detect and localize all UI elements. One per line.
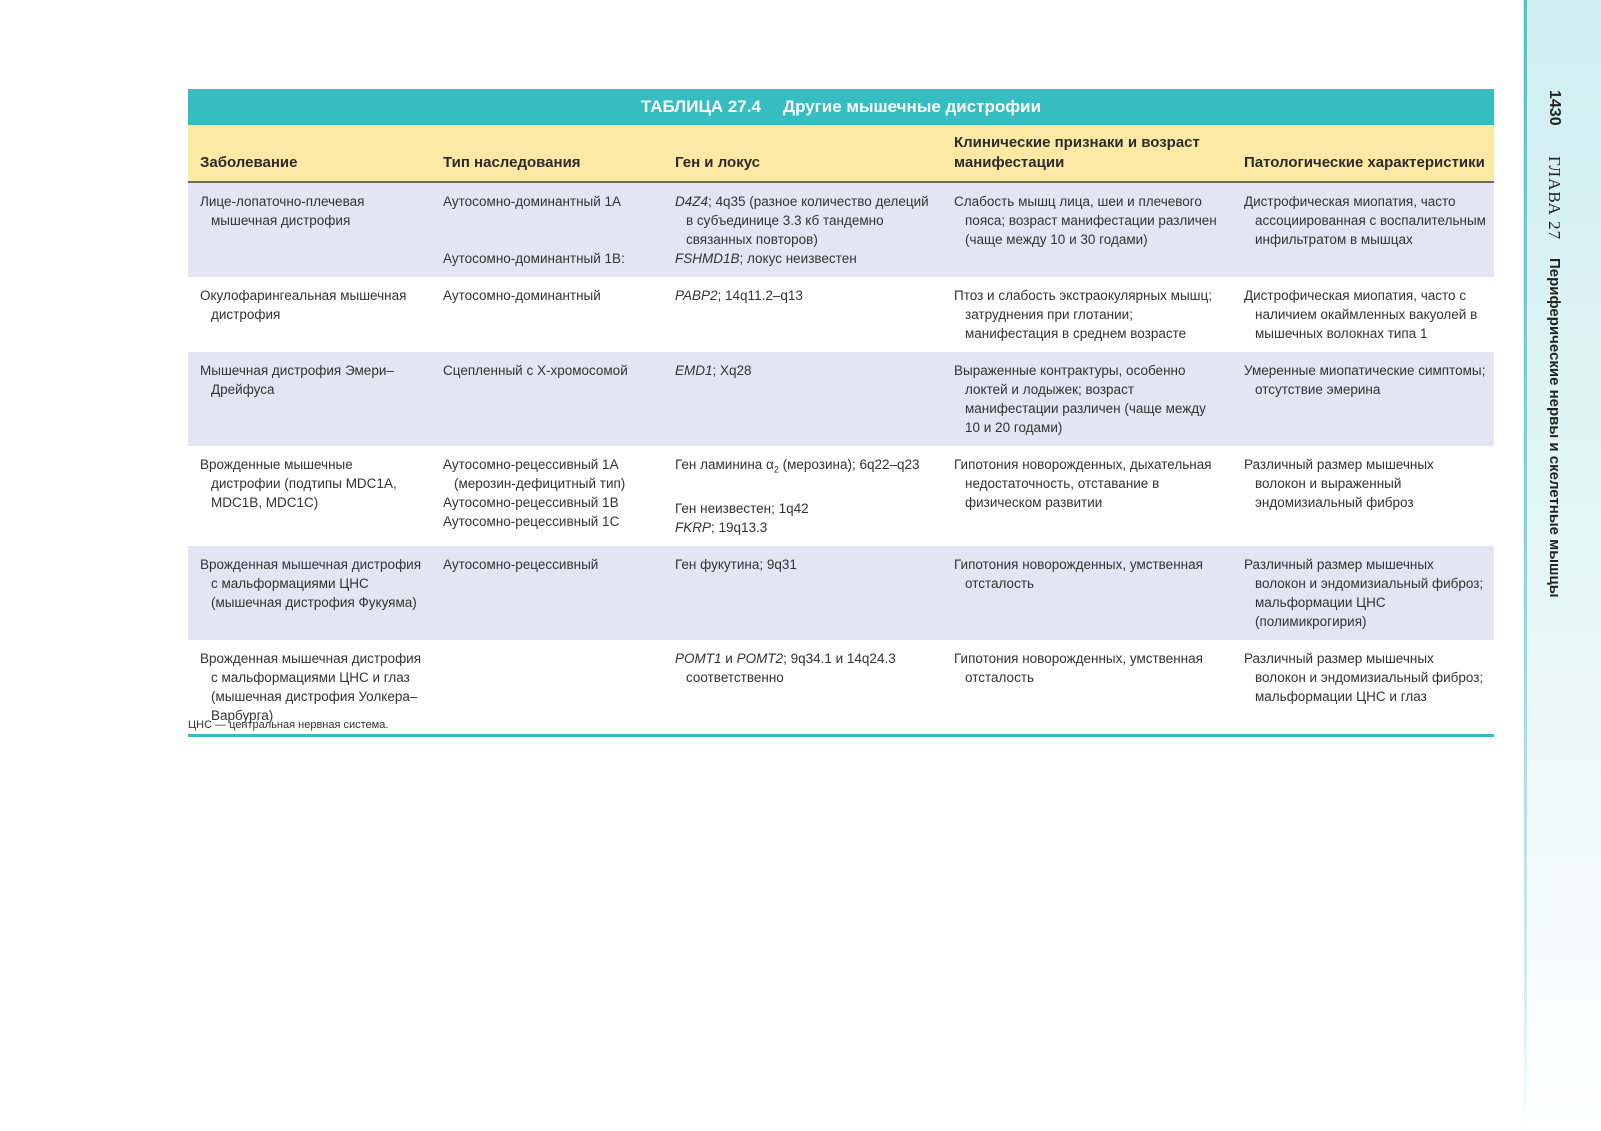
gene-cell: POMT1 и POMT2; 9q34.1 и 14q24.3 соответственно <box>663 640 942 736</box>
pathology-cell: Дистрофическая миопатия, часто ассоциированная с воспалительным инфильтратом в мышцах <box>1232 182 1494 277</box>
clinical-cell: Слабость мышц лица, шеи и плечевого пояса; возраст манифестации различен (чаще между 10 и 30 годами) <box>942 182 1232 277</box>
disease-cell: Окулофарингеальная мышечная дистрофия <box>200 288 407 322</box>
inheritance-cell: Аутосомно-рецессивный <box>431 546 663 640</box>
disease-cell: Врожденные мышечные дистрофии (подтипы MDC1A, MDC1B, MDC1C) <box>200 457 397 510</box>
table-title: Другие мышечные дистрофии <box>782 97 1042 116</box>
gene-cell: Ген ламинина $\alpha_2$ (мерозина); 6q22–q23 Ген неизвестен; 1q42 FKRP; 19q13.3 <box>675 457 920 535</box>
gene-cell: PABP2; 14q11.2–q13 <box>675 288 803 303</box>
table-row <box>188 352 1494 446</box>
clinical-cell: Гипотония новорожденных, умственная отсталость <box>942 640 1232 736</box>
table-row <box>188 277 1494 352</box>
inheritance-cell <box>431 640 663 736</box>
inheritance-cell: Сцепленный с X-хромосомой <box>431 352 663 446</box>
table-row <box>188 546 1494 640</box>
gene-cell: EMD1; Xq28 <box>663 352 942 446</box>
table-header-row <box>188 125 1494 182</box>
column-header: Тип наследования <box>431 125 663 182</box>
clinical-cell: Гипотония новорожденных, дыхательная недостаточность, отставание в физическом развитии <box>954 457 1212 510</box>
pathology-cell: Умеренные миопатические симптомы; отсутствие эмерина <box>1232 352 1494 446</box>
clinical-cell: Птоз и слабость экстраокулярных мышц; затруднения при глотании; манифестация в среднем возрасте <box>954 288 1212 341</box>
column-header: Ген и локус <box>663 125 942 182</box>
page-number: 1430 <box>1546 90 1563 126</box>
running-header <box>1544 90 1564 598</box>
chapter-label: ГЛАВА 27 <box>1545 155 1564 240</box>
table-footnote: ЦНС — центральная нервная система. <box>188 719 389 731</box>
clinical-cell: Гипотония новорожденных, умственная отсталость <box>942 546 1232 640</box>
gene-cell: D4Z4; 4q35 (разное количество делеций в субъединице 3.3 кб тандемно связанных повторов) FSHMD1B; локус неизвестен <box>663 182 942 277</box>
table-row <box>188 446 1494 546</box>
table-number: ТАБЛИЦА 27.4 <box>640 97 761 116</box>
disease-cell: Врожденная мышечная дистрофия с мальформациями ЦНС (мышечная дистрофия Фукуяма) <box>188 546 431 640</box>
margin-rule <box>1524 0 1527 1131</box>
disease-cell: Врожденная мышечная дистрофия с мальформациями ЦНС и глаз (мышечная дистрофия Уолкера–Варбурга) <box>188 640 431 736</box>
inheritance-cell: Аутосомно-доминантный 1A Аутосомно-доминантный 1B: <box>431 182 663 277</box>
pathology-cell: Различный размер мышечных волокон и эндомизиальный фиброз; мальформации ЦНС и глаз <box>1232 640 1494 736</box>
column-header: Клинические признаки и возраст манифестации <box>942 125 1232 182</box>
inheritance-cell: Аутосомно-доминантный <box>443 288 601 303</box>
column-header: Патологические характеристики <box>1232 125 1494 182</box>
pathology-cell: Дистрофическая миопатия, часто с наличием окаймленных вакуолей в мышечных волокнах типа 1 <box>1244 288 1478 341</box>
gene-cell: Ген фукутина; 9q31 <box>663 546 942 640</box>
disease-cell: Лице-лопаточно-плечевая мышечная дистрофия <box>188 182 431 277</box>
disease-cell: Мышечная дистрофия Эмери–Дрейфуса <box>188 352 431 446</box>
table-row <box>188 182 1494 277</box>
pathology-cell: Различный размер мышечных волокон и эндомизиальный фиброз; мальформации ЦНС (полимикрогирия) <box>1232 546 1494 640</box>
column-header: Заболевание <box>188 125 431 182</box>
dystrophy-table <box>188 89 1494 737</box>
clinical-cell: Выраженные контрактуры, особенно локтей и лодыжек; возраст манифестации различен (чаще между 10 и 20 годами) <box>942 352 1232 446</box>
table-caption <box>188 89 1494 125</box>
inheritance-cell: Аутосомно-рецессивный 1A (мерозин-дефицитный тип) Аутосомно-рецессивный 1B Аутосомно-рецессивный 1C <box>443 457 626 529</box>
pathology-cell: Различный размер мышечных волокон и выраженный эндомизиальный фиброз <box>1244 457 1434 510</box>
chapter-title: Периферические нервы и скелетные мышцы <box>1546 258 1563 598</box>
